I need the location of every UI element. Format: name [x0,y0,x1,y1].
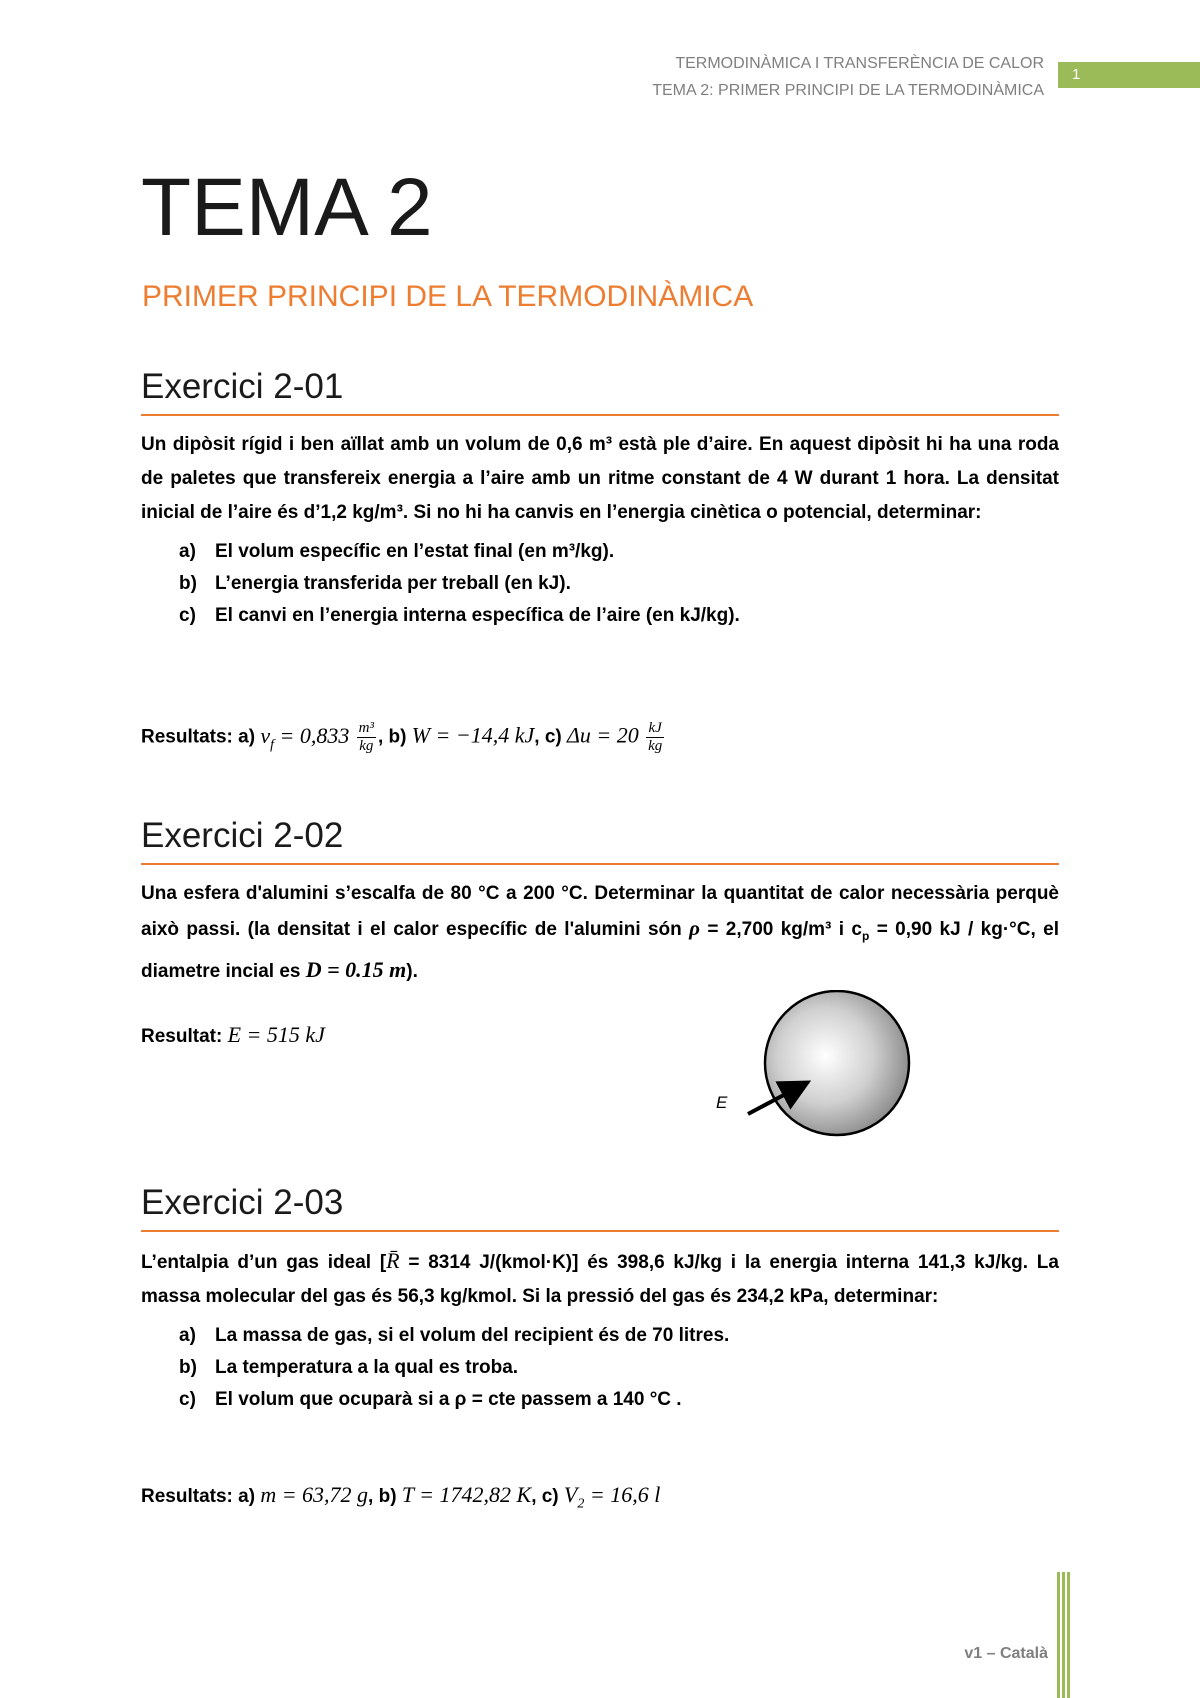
exercise-questions [141,1320,1059,1416]
exercise-2-02 [141,811,1059,989]
header-topic: TEMA 2: PRIMER PRINCIPI DE LA TERMODINÀMICA [652,82,1044,99]
exercise-2-01 [141,362,1059,632]
running-header [652,50,1044,104]
question-item: a) La massa de gas, si el volum del recipient és de 70 litres. [179,1325,730,1346]
exercise-result: Resultat: E = 515 kJ [141,1022,325,1047]
exercise-results: Resultats: a) $v_f = 0,833$ $\frac{\text{m³}}{kg}$ , b) W = −14,4 kJ, c) Δu = 20 $\frac{kJ}{kg}$ [141,720,663,754]
question-item: b) L’energia transferida per treball (en kJ). [179,573,571,594]
exercise-heading: Exercici 2-03 [141,1178,1059,1232]
exercise-statement: Una esfera d'alumini s’escalfa de 80 °C a 200 °C. Determinar la quantitat de calor necessària perquè això passi. (la densitat i el calor específic de l'alumini són ρ = 2,700 kg/m³ i $c_p = 0,90$ kJ / kg·°C, el diametre incial es D = 0.15 m). [141,883,1059,982]
question-item: c) El canvi en l’energia interna específica de l’aire (en kJ/kg). [179,605,740,626]
page-subtitle: PRIMER PRINCIPI DE LA TERMODINÀMICA [142,280,754,313]
exercise-results: Resultats: a) m = 63,72 g, b) T = 1742,82 K, c) $V_2 = 16,6$ l [141,1482,661,1512]
header-course: TERMODINÀMICA I TRANSFERÈNCIA DE CALOR [675,55,1044,72]
question-item: c) El volum que ocuparà si a ρ = cte passem a 140 °C . [179,1389,682,1410]
aluminium-sphere [765,991,909,1135]
question-item: a) El volum específic en l’estat final (en m³/kg). [179,541,615,562]
exercise-2-03 [141,1178,1059,1416]
exercise-statement: Un dipòsit rígid i ben aïllat amb un volum de 0,6 m³ està ple d’aire. En aquest dipòsit hi ha una roda de paletes que transfereix energia a l’aire amb un ritme constant de 4 W durant 1 hora. La densitat inicial de l’aire és d’1,2 kg/m³. Si no hi ha canvis en l’energia cinètica o potencial, determinar: [141,434,1059,523]
exercise-questions [141,536,1059,632]
exercise-statement: L’entalpia d’un gas ideal [R̄ = 8314 J/(kmol·K)] és 398,6 kJ/kg i la energia interna 141,3 kJ/kg. La massa molecular del gas és 56,3 kg/kmol. Si la pressió del gas és 234,2 kPa, determinar: [141,1248,1059,1307]
question-item: b) La temperatura a la qual es troba. [179,1357,519,1378]
page-number: 1 [1058,62,1200,88]
exercise-heading: Exercici 2-01 [141,362,1059,416]
sphere-diagram [705,990,925,1150]
page-title: TEMA 2 [141,162,433,253]
exercise-heading: Exercici 2-02 [141,811,1059,865]
version-label: v1 – Català [964,1645,1048,1662]
footer-bars [1057,1572,1071,1698]
heat-label: E [716,1093,728,1112]
